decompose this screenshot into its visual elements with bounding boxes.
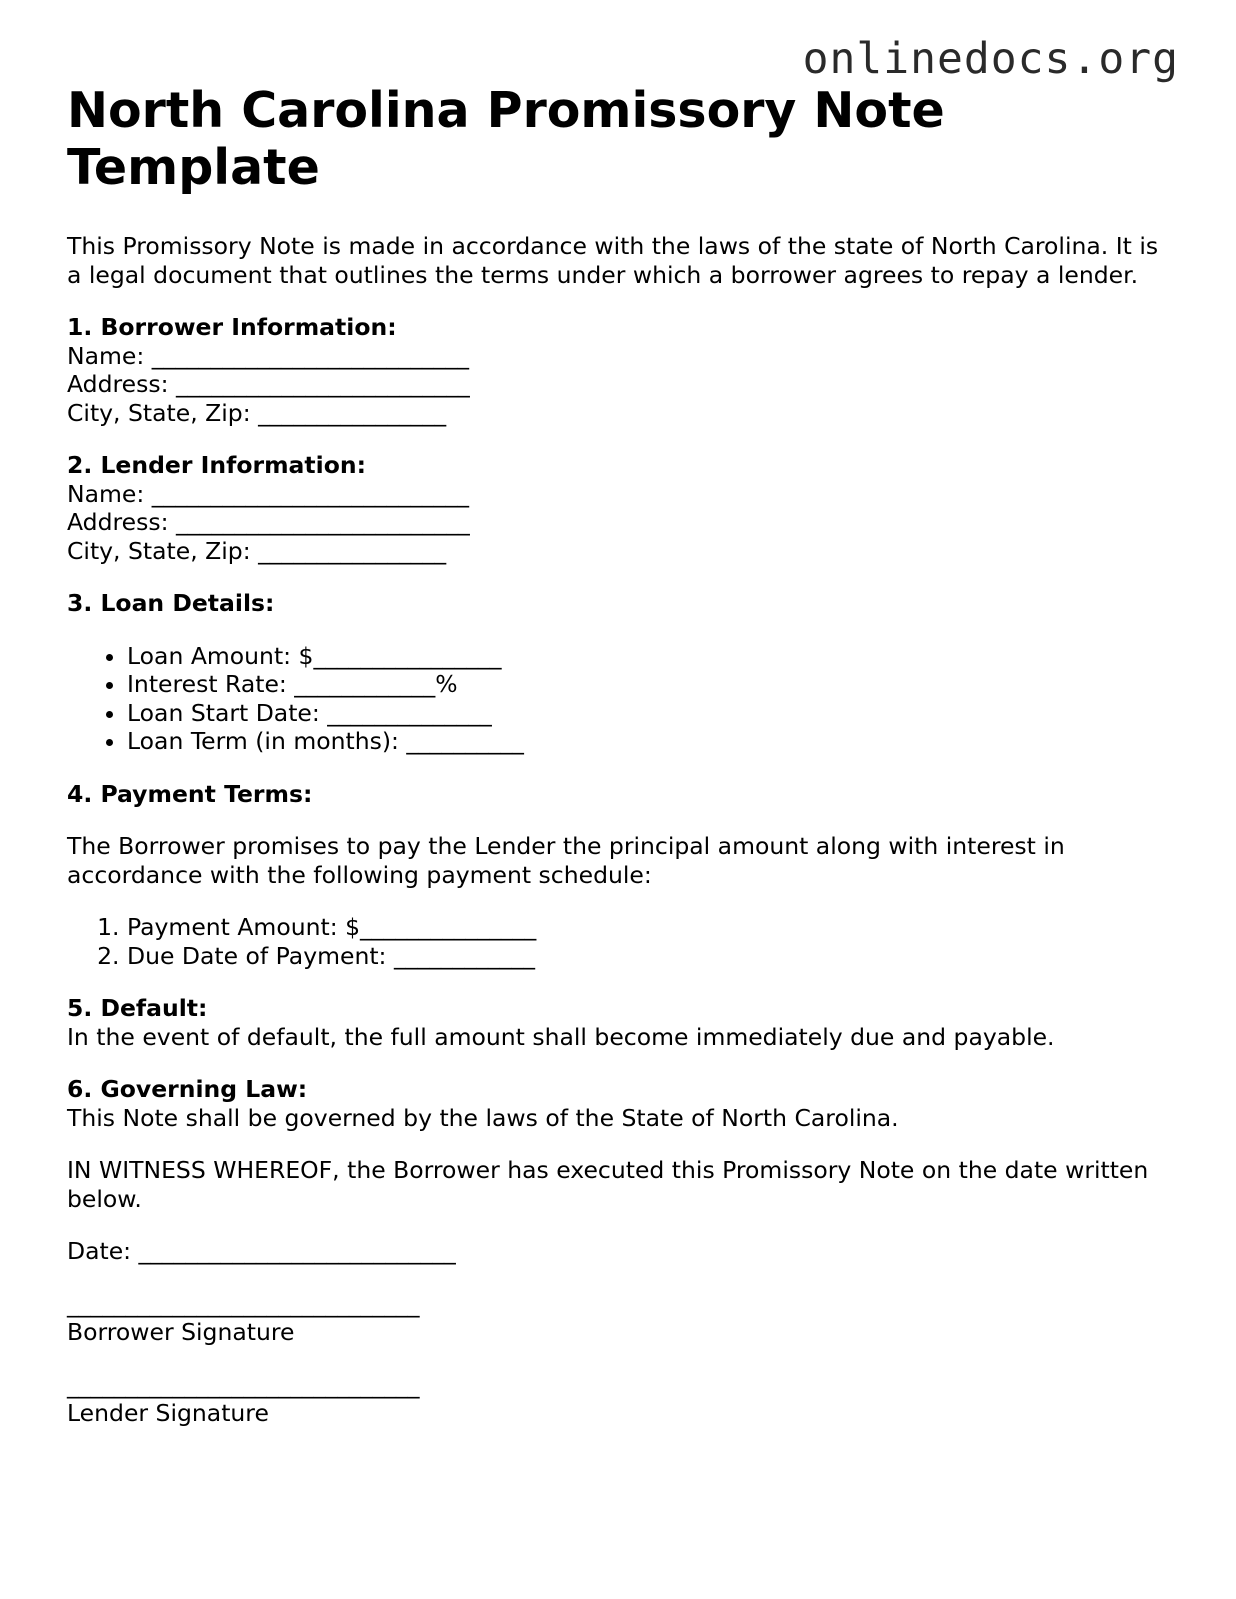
payment-amount-item: 1. Payment Amount: $_______________: [127, 913, 1177, 942]
date-field: Date: ___________________________: [67, 1237, 456, 1265]
default-section: [67, 994, 1177, 1051]
borrower-signature-line: ______________________________: [67, 1289, 420, 1318]
loan-heading: 3. Loan Details:: [67, 589, 275, 617]
lender-address-field: Address: _________________________: [67, 508, 470, 536]
governing-law-section: [67, 1075, 1177, 1132]
payment-schedule-list: [67, 913, 1177, 970]
default-text: In the event of default, the full amount shall become immediately due and payable.: [67, 1022, 1055, 1051]
intro-paragraph: This Promissory Note is made in accordance with the laws of the state of North Carolina. It is a legal document that outlines the terms under which a borrower agrees to repay a lender.: [67, 232, 1159, 289]
borrower-signature-block: [67, 1290, 1177, 1347]
borrower-heading: 1. Borrower Information:: [67, 313, 397, 341]
borrower-section: [67, 313, 1177, 427]
borrower-address-field: Address: _________________________: [67, 370, 470, 398]
governing-law-heading: 6. Governing Law:: [67, 1075, 308, 1103]
due-date-item: 2. Due Date of Payment: ____________: [127, 942, 1177, 971]
payment-section: [67, 780, 1177, 971]
watermark: onlinedocs.org: [802, 34, 1179, 84]
loan-start-date-item: • Loan Start Date: ______________: [127, 699, 1177, 728]
page-title: North Carolina Promissory Note Template: [67, 82, 945, 196]
payment-text: The Borrower promises to pay the Lender the principal amount along with interest in accordance with the following payment schedule:: [67, 832, 1065, 889]
loan-details-list: [67, 642, 1177, 756]
document-page: [67, 82, 1177, 1428]
loan-amount-item: • Loan Amount: $________________: [127, 642, 1177, 671]
borrower-signature-label: Borrower Signature: [67, 1318, 295, 1346]
loan-section: [67, 589, 1177, 756]
lender-city-field: City, State, Zip: ________________: [67, 536, 447, 565]
payment-heading: 4. Payment Terms:: [67, 779, 313, 808]
lender-signature-label: Lender Signature: [67, 1399, 269, 1427]
loan-term-item: • Loan Term (in months): __________: [127, 727, 1177, 756]
lender-signature-line: ______________________________: [67, 1370, 420, 1399]
borrower-city-field: City, State, Zip: ________________: [67, 398, 447, 427]
witness-paragraph: IN WITNESS WHEREOF, the Borrower has executed this Promissory Note on the date written below.: [67, 1156, 1149, 1213]
default-heading: 5. Default:: [67, 994, 208, 1022]
borrower-name-field: Name: ___________________________: [67, 341, 469, 370]
lender-heading: 2. Lender Information:: [67, 451, 366, 479]
lender-name-field: Name: ___________________________: [67, 479, 469, 508]
lender-section: [67, 451, 1177, 565]
governing-law-text: This Note shall be governed by the laws of the State of North Carolina.: [67, 1103, 899, 1132]
lender-signature-block: [67, 1371, 1177, 1428]
interest-rate-item: • Interest Rate: ____________%: [127, 670, 1177, 699]
